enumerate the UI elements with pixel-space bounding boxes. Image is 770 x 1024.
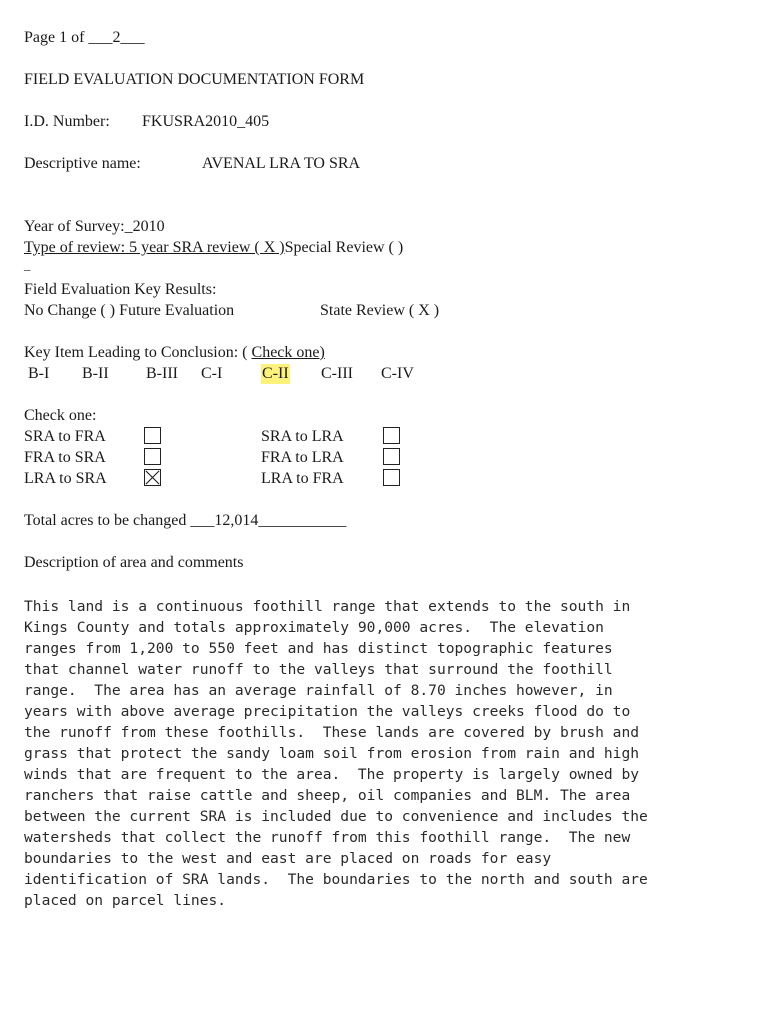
descriptive-name-label: Descriptive name: (24, 155, 141, 172)
check-one-underlined: Check one) (251, 344, 325, 361)
stray-mark: _ (24, 257, 31, 272)
no-change-future-evaluation: No Change ( ) Future Evaluation (24, 302, 235, 319)
conversion-left-2-label: FRA to SRA (24, 449, 106, 466)
description-line: winds that are frequent to the area. The property is largely owned by (24, 766, 640, 783)
conversion-right-1-label: SRA to LRA (261, 428, 344, 445)
description-line: boundaries to the west and east are placed on roads for easy (24, 850, 552, 867)
total-acres-value: ___12,014___________ (190, 512, 347, 529)
description-line: ranchers that raise cattle and sheep, oil companies and BLM. The area (24, 787, 631, 804)
description-line: Kings County and totals approximately 90,000 acres. The elevation (24, 619, 604, 636)
descriptive-name-value: AVENAL LRA TO SRA (202, 155, 361, 172)
total-acres-label: Total acres to be changed (24, 512, 191, 529)
checkbox-lra-to-fra[interactable] (383, 469, 400, 486)
check-one-heading: Check one: (24, 407, 97, 424)
checkbox-fra-to-sra[interactable] (144, 448, 161, 465)
id-number-value: FKUSRA2010_405 (142, 113, 270, 130)
key-results-options (24, 301, 440, 321)
key-option-c-iv: C-IV (381, 365, 414, 382)
id-number-label: I.D. Number: (24, 113, 110, 130)
conversion-left-3-label: LRA to SRA (24, 470, 107, 487)
key-option-b-ii: B-II (82, 365, 109, 382)
key-option-b-iii: B-III (146, 365, 178, 382)
checkbox-fra-to-lra[interactable] (383, 448, 400, 465)
year-of-survey: Year of Survey:_2010 (24, 218, 165, 235)
description-line: identification of SRA lands. The boundaries to the north and south are (24, 871, 648, 888)
conversion-left-1-label: SRA to FRA (24, 428, 106, 445)
checkbox-lra-to-sra[interactable] (144, 469, 161, 486)
description-line: range. The area has an average rainfall of 8.70 inches however, in (24, 682, 613, 699)
description-line: watersheds that collect the runoff from this foothill range. The new (24, 829, 631, 846)
type-of-review (24, 238, 403, 258)
form-title: FIELD EVALUATION DOCUMENTATION FORM (24, 71, 365, 88)
description-line: that channel water runoff to the valleys that surround the foothill (24, 661, 613, 678)
key-item-text: Key Item Leading to Conclusion: ( (24, 344, 252, 361)
conversion-right-3-label: LRA to FRA (261, 470, 344, 487)
description-line: This land is a continuous foothill range that extends to the south in (24, 598, 631, 615)
key-option-b-i: B-I (28, 365, 50, 382)
id-number-row (24, 112, 270, 132)
checkbox-sra-to-lra[interactable] (383, 427, 400, 444)
key-results-heading: Field Evaluation Key Results: (24, 281, 217, 298)
type-of-review-underlined: Type of review: 5 year SRA review ( X ) (24, 239, 285, 256)
page-prefix: Page 1 of (24, 29, 89, 46)
key-option-c-i: C-I (201, 365, 223, 382)
page-total: ___2___ (88, 29, 145, 46)
description-line: ranges from 1,200 to 550 feet and has distinct topographic features (24, 640, 613, 657)
total-acres-row (24, 511, 346, 531)
conversion-right-2-label: FRA to LRA (261, 449, 344, 466)
key-item-label (24, 343, 325, 363)
description-line: years with above average precipitation the valleys creeks flood do to (24, 703, 631, 720)
state-review: State Review ( X ) (320, 302, 440, 319)
description-line: the runoff from these foothills. These lands are covered by brush and (24, 724, 640, 741)
key-option-c-iii: C-III (321, 365, 353, 382)
descriptive-name-row (24, 154, 361, 174)
key-option-c-ii-selected: C-II (262, 365, 289, 382)
description-line: between the current SRA is included due to convenience and includes the (24, 808, 648, 825)
description-body (24, 596, 754, 911)
check-x-icon (145, 470, 160, 485)
checkbox-sra-to-fra[interactable] (144, 427, 161, 444)
description-line: placed on parcel lines. (24, 892, 227, 909)
page-number (24, 28, 144, 48)
special-review: Special Review ( ) (284, 239, 404, 256)
description-line: grass that protect the sandy loam soil from erosion from rain and high (24, 745, 640, 762)
description-heading: Description of area and comments (24, 554, 244, 571)
